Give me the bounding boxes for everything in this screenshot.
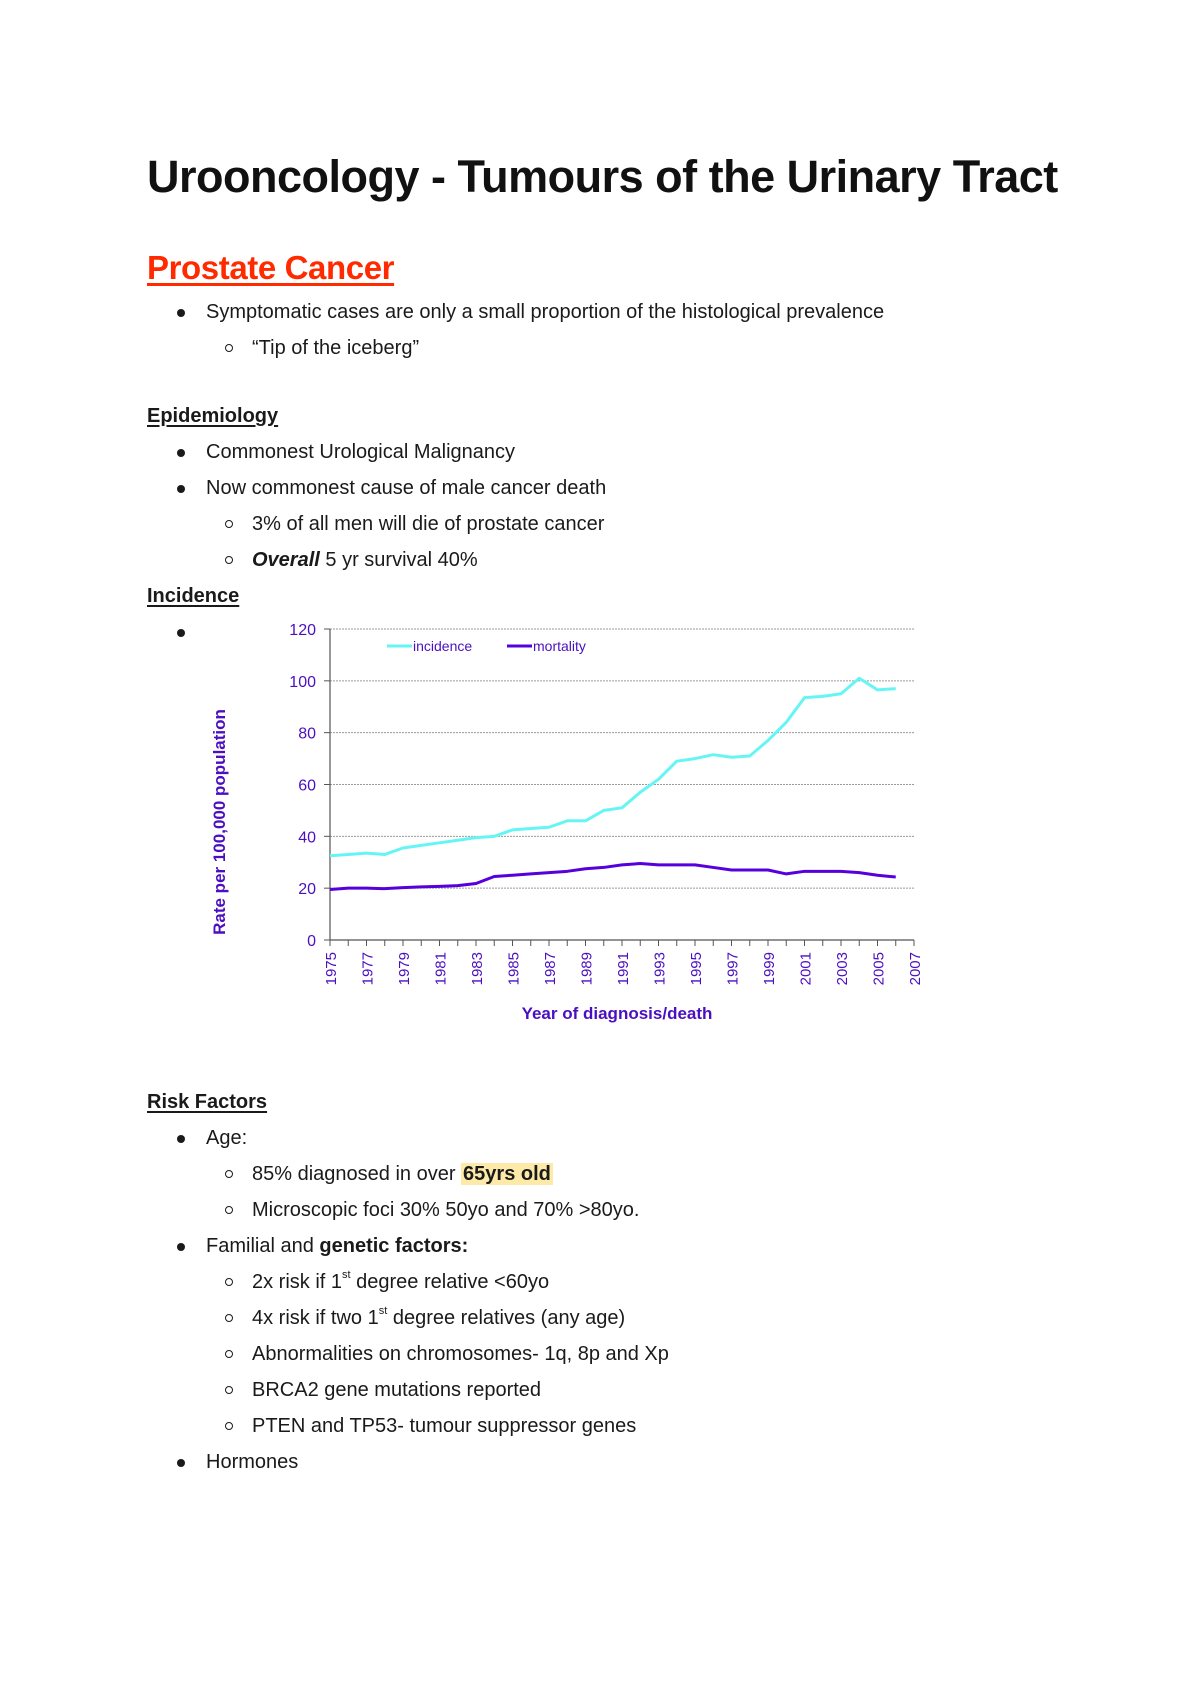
x-tick-label: 1983 [469,952,486,986]
list-item: Abnormalities on chromosomes- 1q, 8p and Xp [147,1336,1067,1372]
highlighted-text: 65yrs old [463,1163,551,1185]
bullet-dot-icon [177,629,185,637]
bullet-circle-icon [225,1422,233,1430]
legend-label-mortality: mortality [533,638,586,654]
bullet-dot-icon [177,449,185,457]
list-item: 2x risk if 1st degree relative <60yo [147,1264,1067,1300]
legend-label-incidence: incidence [413,638,473,654]
bullet-circle-icon [225,556,233,564]
document-page [147,148,1067,1480]
x-tick-label: 1975 [323,952,340,986]
x-tick-label: 1987 [542,952,559,986]
intro-list [147,294,1067,366]
y-tick-label: 120 [289,622,316,639]
bullet-circle-icon [225,344,233,352]
x-tick-label: 1991 [615,952,632,986]
bullet-circle-icon [225,1170,233,1178]
chart-legend [387,638,586,654]
list-item: 4x risk if two 1st degree relatives (any age) [147,1300,1067,1336]
subheading-incidence: Incidence [147,585,240,607]
list-item: Symptomatic cases are only a small proportion of the histological prevalence [147,294,1067,330]
page-title: Urooncology - Tumours of the Urinary Tract [147,151,1058,202]
list-item: Age: [147,1120,1067,1156]
bullet-circle-icon [225,520,233,528]
chart-gridlines [330,629,914,888]
subheading-epidemiology: Epidemiology [147,405,279,427]
bullet-circle-icon [225,1278,233,1286]
y-tick-label: 60 [298,777,316,795]
bullet-circle-icon [225,1386,233,1394]
y-tick-label: 80 [298,725,316,743]
list-item: Commonest Urological Malignancy [147,434,1067,470]
x-tick-label: 2003 [834,952,851,986]
x-tick-label: 2001 [797,952,815,986]
x-tick-label: 1997 [724,952,742,986]
bullet-dot-icon [177,485,185,493]
list-item: “Tip of the iceberg” [147,330,1067,366]
y-tick-label: 100 [289,673,316,691]
list-item: 3% of all men will die of prostate cancer [147,506,1067,542]
series-line-incidence [330,678,896,856]
y-tick-labels [289,622,316,950]
list-item: Microscopic foci 30% 50yo and 70% >80yo. [147,1192,1067,1228]
bullet-dot-icon [177,1135,185,1143]
list-item: Hormones [147,1444,1067,1480]
risk-factors-list [147,1120,1067,1480]
x-tick-label: 1993 [651,952,669,986]
chart-axes [324,629,914,946]
y-tick-label: 40 [298,829,316,847]
incidence-chart-item [147,614,1067,1084]
list-item: PTEN and TP53- tumour suppressor genes [147,1408,1067,1444]
x-tick-label: 2007 [907,952,924,986]
y-tick-label: 0 [307,933,316,950]
bullet-circle-icon [225,1314,233,1322]
bullet-circle-icon [225,1350,233,1358]
x-tick-label: 1981 [432,952,450,986]
series-line-mortality [330,864,896,890]
subheading-risk-factors: Risk Factors [147,1091,268,1113]
x-tick-label: 1979 [396,952,413,986]
x-tick-label: 1985 [505,952,523,986]
bullet-dot-icon [177,309,185,317]
x-tick-label: 1977 [359,952,377,986]
list-item: Now commonest cause of male cancer death [147,470,1067,506]
list-item: 85% diagnosed in over 65yrs old [147,1156,1067,1192]
x-tick-labels [323,952,924,985]
x-tick-label: 1995 [688,952,705,986]
bullet-dot-icon [177,1459,185,1467]
incidence-mortality-chart [197,614,957,1084]
section-heading-prostate-cancer: Prostate Cancer [147,249,395,286]
epidemiology-list [147,434,1067,578]
list-item: BRCA2 gene mutations reported [147,1372,1067,1408]
list-item: Overall 5 yr survival 40% [147,542,1067,578]
x-axis-label: Year of diagnosis/death [521,1004,713,1023]
bullet-circle-icon [225,1206,233,1214]
x-tick-label: 1989 [578,952,596,986]
x-tick-label: 2005 [870,952,888,986]
y-axis-label: Rate per 100,000 population [210,709,229,935]
list-item: Familial and genetic factors: [147,1228,1067,1264]
y-tick-label: 20 [298,881,316,899]
bullet-dot-icon [177,1243,185,1251]
x-tick-label: 1999 [761,952,778,986]
chart-series [330,678,896,889]
